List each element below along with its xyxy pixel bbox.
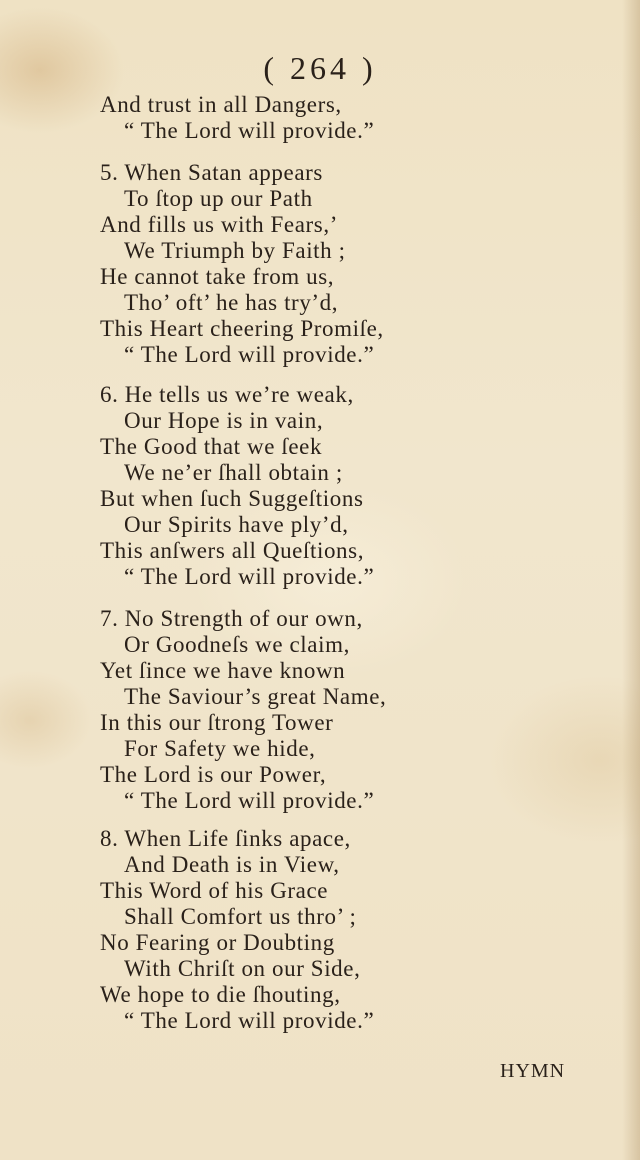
verse-line: With Chriſt on our Side, [124,956,361,981]
verse-line: And fills us with Fears,’ [100,212,338,237]
verse-line: “ The Lord will provide.” [124,1008,375,1033]
verse-line: The Saviour’s great Name, [124,684,387,709]
verse-line: We hope to die ſhouting, [100,982,341,1007]
verse-line: 8. When Life ſinks apace, [100,826,351,851]
verse-line: We Triumph by Faith ; [124,238,346,263]
verse-line: And trust in all Dangers, [100,92,342,117]
verse-line: Shall Comfort us thro’ ; [124,904,357,929]
verse-line: This Heart cheering Promiſe, [100,316,384,341]
verse-line: 7. No Strength of our own, [100,606,363,631]
verse-line: This anſwers all Queſtions, [100,538,365,563]
page-edge-shadow [622,0,640,1160]
catchword: HYMN [500,1060,566,1082]
verse-line: The Good that we ſeek [100,434,323,459]
verse-line: For Safety we hide, [124,736,316,761]
verse-line: No Fearing or Doubting [100,930,335,955]
verse-line: Or Goodneſs we claim, [124,632,350,657]
verse-line: “ The Lord will provide.” [124,564,375,589]
verse-line: Our Hope is in vain, [124,408,324,433]
verse-line: Our Spirits have ply’d, [124,512,349,537]
verse-line: 6. He tells us we’re weak, [100,382,354,407]
verse-line: “ The Lord will provide.” [124,788,375,813]
verse-line: To ſtop up our Path [124,186,313,211]
verse-line: 5. When Satan appears [100,160,323,185]
page-number: ( 264 ) [263,50,377,86]
verse-line: Yet ſince we have known [100,658,346,683]
verse-line: Tho’ oft’ he has try’d, [124,290,339,315]
verse-line: “ The Lord will provide.” [124,118,375,143]
verse-line: The Lord is our Power, [100,762,327,787]
verse-line: We ne’er ſhall obtain ; [124,460,343,485]
verse-line: “ The Lord will provide.” [124,342,375,367]
verse-line: And Death is in View, [124,852,340,877]
verse-line: In this our ſtrong Tower [100,710,334,735]
verse-line: He cannot take from us, [100,264,335,289]
verse-line: But when ſuch Suggeſtions [100,486,364,511]
verse-line: This Word of his Grace [100,878,329,903]
